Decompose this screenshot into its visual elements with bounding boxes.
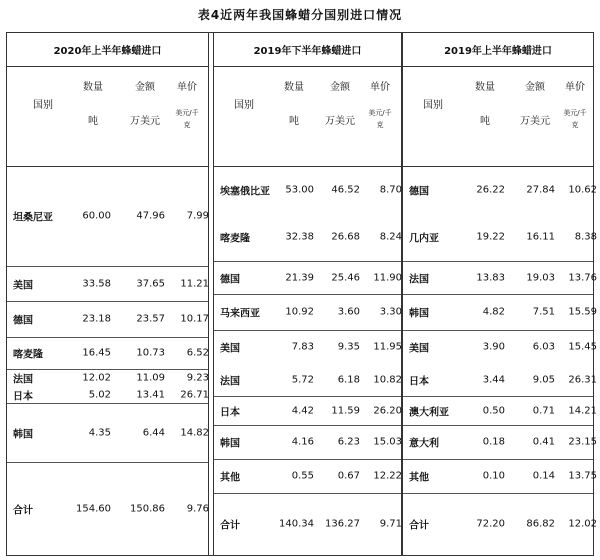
- cell-price: 8.38: [574, 231, 597, 243]
- cell-quantity: 154.60: [76, 503, 111, 514]
- cell-amount: 23.57: [136, 313, 165, 325]
- header-amount-unit: 万美元: [520, 116, 550, 127]
- cell-amount: 37.65: [136, 278, 165, 289]
- cell-price: 11.21: [180, 278, 209, 289]
- table-row: [7, 337, 208, 370]
- cell-price: 26.20: [373, 405, 402, 416]
- cell-price: 8.24: [379, 231, 402, 243]
- cell-price: 23.15: [568, 436, 597, 448]
- table-line: [7, 369, 208, 386]
- cell-country: 意大利: [409, 438, 439, 450]
- table-line: [7, 301, 208, 337]
- cell-quantity: 16.45: [82, 347, 111, 359]
- cell-quantity: 10.92: [285, 306, 314, 318]
- table-line: [214, 493, 401, 555]
- cell-country: 韩国: [220, 438, 240, 450]
- header-amount-unit: 万美元: [325, 116, 355, 127]
- cell-price: 12.22: [373, 470, 402, 482]
- cell-amount: 19.03: [526, 272, 555, 283]
- cell-country: 其他: [220, 472, 240, 484]
- cell-amount: 3.60: [337, 306, 360, 318]
- header-country: 国别: [423, 100, 443, 111]
- cell-amount: 6.03: [532, 341, 555, 352]
- cell-country: 坦桑尼亚: [13, 212, 53, 224]
- cell-amount: 136.27: [325, 518, 360, 530]
- table-line: [403, 363, 597, 396]
- cell-price: 10.62: [568, 184, 597, 196]
- cell-quantity: 3.44: [482, 374, 505, 385]
- cell-quantity: 21.39: [285, 272, 314, 283]
- panel-2019-h2: [213, 33, 402, 555]
- cell-amount: 9.05: [532, 374, 555, 385]
- cell-amount: 16.11: [526, 231, 555, 243]
- table-row: [403, 493, 597, 555]
- header-quantity-unit: 吨: [289, 116, 299, 127]
- table-line: [403, 396, 597, 425]
- table-row: [214, 330, 401, 397]
- cell-price: 15.45: [568, 341, 597, 352]
- cell-amount: 0.67: [337, 470, 360, 482]
- cell-price: 14.21: [568, 405, 597, 416]
- cell-price: 14.82: [180, 427, 209, 438]
- table-row: [214, 459, 401, 494]
- table-row: [214, 261, 401, 295]
- table-line: [7, 386, 208, 403]
- cell-quantity: 4.42: [291, 405, 314, 416]
- table-row: [403, 459, 597, 494]
- header-price: 单价: [370, 82, 390, 93]
- header-quantity: 数量: [83, 82, 103, 93]
- cell-amount: 0.41: [532, 436, 555, 448]
- panel-title: 2019年上半年蜂蜡进口: [403, 33, 593, 67]
- cell-price: 15.59: [568, 306, 597, 318]
- table-body: [403, 166, 597, 555]
- table-line: [214, 261, 401, 294]
- cell-quantity: 5.72: [291, 374, 314, 385]
- cell-quantity: 0.50: [482, 405, 505, 416]
- cell-country: 合计: [409, 520, 429, 532]
- table-line: [214, 425, 401, 459]
- cell-quantity: 4.82: [482, 306, 505, 318]
- cell-amount: 0.14: [532, 470, 555, 482]
- cell-amount: 25.46: [331, 272, 360, 283]
- table-body: [7, 166, 208, 555]
- cell-price: 10.17: [180, 313, 209, 325]
- table-row: [214, 396, 401, 426]
- header-price-unit-2: 克: [183, 121, 191, 129]
- cell-quantity: 13.83: [476, 272, 505, 283]
- table-row: [214, 166, 401, 262]
- cell-country: 法国: [13, 374, 33, 385]
- cell-country: 埃塞俄比亚: [220, 186, 270, 198]
- cell-amount: 6.23: [337, 436, 360, 448]
- cell-quantity: 72.20: [476, 518, 505, 530]
- cell-quantity: 19.22: [476, 231, 505, 243]
- cell-price: 9.71: [379, 518, 402, 530]
- panel-2019-h1: [402, 33, 597, 555]
- cell-price: 15.03: [373, 436, 402, 448]
- header-price-unit-2: 克: [376, 121, 384, 129]
- cell-country: 合计: [13, 505, 33, 516]
- cell-amount: 7.51: [532, 306, 555, 318]
- cell-country: 美国: [13, 280, 33, 291]
- column-header: [7, 66, 208, 167]
- cell-quantity: 0.55: [291, 470, 314, 482]
- table-row: [403, 166, 597, 262]
- cell-price: 13.75: [568, 470, 597, 482]
- cell-price: 26.71: [180, 389, 209, 400]
- cell-price: 10.82: [373, 374, 402, 385]
- cell-amount: 150.86: [130, 503, 165, 514]
- cell-country: 德国: [409, 186, 429, 198]
- cell-price: 13.76: [568, 272, 597, 283]
- column-header: [403, 66, 593, 167]
- header-quantity-unit: 吨: [88, 116, 98, 127]
- panel-title: 2020年上半年蜂蜡进口: [7, 33, 208, 67]
- cell-quantity: 0.10: [482, 470, 505, 482]
- cell-country: 法国: [409, 274, 429, 285]
- cell-quantity: 4.35: [88, 427, 111, 438]
- cell-amount: 9.35: [337, 341, 360, 352]
- panel-title: 2019年下半年蜂蜡进口: [214, 33, 401, 67]
- cell-country: 德国: [220, 274, 240, 285]
- header-quantity: 数量: [475, 82, 495, 93]
- cell-amount: 13.41: [136, 389, 165, 400]
- table-row: [7, 301, 208, 338]
- cell-country: 合计: [220, 520, 240, 532]
- header-price-unit-1: 美元/千: [563, 109, 587, 117]
- table-row: [403, 396, 597, 426]
- cell-quantity: 32.38: [285, 231, 314, 243]
- cell-amount: 11.59: [331, 405, 360, 416]
- header-country: 国别: [234, 100, 254, 111]
- table-row: [403, 261, 597, 295]
- table-line: [403, 459, 597, 493]
- header-quantity: 数量: [284, 82, 304, 93]
- cell-price: 9.23: [186, 372, 209, 383]
- cell-country: 韩国: [409, 308, 429, 320]
- table-row: [403, 425, 597, 460]
- header-amount-unit: 万美元: [130, 116, 160, 127]
- table-line: [7, 166, 208, 266]
- table-line: [214, 396, 401, 425]
- cell-country: 法国: [220, 376, 240, 387]
- table-line: [214, 330, 401, 363]
- table-row: [7, 403, 208, 463]
- cell-country: 澳大利亚: [409, 407, 449, 418]
- cell-price: 6.52: [186, 347, 209, 359]
- table-title: 表4近两年我国蜂蜡分国别进口情况: [197, 8, 403, 22]
- cell-country: 日本: [220, 407, 240, 418]
- cell-country: 喀麦隆: [220, 233, 250, 245]
- header-amount: 金额: [330, 82, 350, 93]
- cell-quantity: 5.02: [88, 389, 111, 400]
- table-line: [403, 261, 597, 294]
- tables-container: [6, 32, 597, 556]
- cell-amount: 11.09: [136, 372, 165, 383]
- cell-country: 喀麦隆: [13, 349, 43, 361]
- header-price: 单价: [177, 82, 197, 93]
- cell-country: 日本: [409, 376, 429, 387]
- table-row: [403, 330, 597, 397]
- cell-country: 其他: [409, 472, 429, 484]
- table-row: [214, 493, 401, 555]
- cell-amount: 6.44: [142, 427, 165, 438]
- table-row: [403, 294, 597, 331]
- cell-quantity: 4.16: [291, 436, 314, 448]
- header-amount: 金额: [135, 82, 155, 93]
- cell-quantity: 60.00: [82, 210, 111, 222]
- cell-country: 美国: [409, 343, 429, 354]
- table-line: [403, 493, 597, 555]
- table-row: [214, 425, 401, 460]
- cell-amount: 26.68: [331, 231, 360, 243]
- cell-amount: 47.96: [136, 210, 165, 222]
- table-line: [403, 166, 597, 214]
- cell-price: 7.99: [186, 210, 209, 222]
- cell-quantity: 23.18: [82, 313, 111, 325]
- table-row: [7, 462, 208, 555]
- header-price-unit-1: 美元/千: [368, 109, 392, 117]
- table-row: [214, 294, 401, 331]
- cell-country: 韩国: [13, 429, 33, 440]
- cell-quantity: 7.83: [291, 341, 314, 352]
- cell-quantity: 53.00: [285, 184, 314, 196]
- cell-quantity: 0.18: [482, 436, 505, 448]
- cell-quantity: 26.22: [476, 184, 505, 196]
- cell-amount: 27.84: [526, 184, 555, 196]
- cell-price: 3.30: [379, 306, 402, 318]
- table-line: [214, 459, 401, 493]
- table-line: [7, 266, 208, 301]
- cell-amount: 10.73: [136, 347, 165, 359]
- table-row: [7, 369, 208, 404]
- cell-price: 9.76: [186, 503, 209, 514]
- column-header: [214, 66, 401, 167]
- panel-2020-h1: [6, 33, 209, 555]
- header-quantity-unit: 吨: [480, 116, 490, 127]
- header-amount: 金额: [525, 82, 545, 93]
- table-row: [7, 166, 208, 267]
- header-price-unit-1: 美元/千: [175, 109, 199, 117]
- table-line: [403, 330, 597, 363]
- table-line: [7, 337, 208, 369]
- cell-amount: 0.71: [532, 405, 555, 416]
- cell-amount: 6.18: [337, 374, 360, 385]
- header-price-unit-2: 克: [571, 121, 579, 129]
- header-country: 国别: [33, 100, 53, 111]
- cell-price: 11.95: [373, 341, 402, 352]
- cell-country: 日本: [13, 391, 33, 402]
- cell-price: 26.31: [568, 374, 597, 385]
- header-price: 单价: [565, 82, 585, 93]
- cell-country: 美国: [220, 343, 240, 354]
- cell-amount: 46.52: [331, 184, 360, 196]
- table-line: [403, 214, 597, 262]
- cell-country: 德国: [13, 315, 33, 327]
- table-line: [214, 363, 401, 396]
- table-line: [403, 294, 597, 330]
- table-row: [7, 266, 208, 302]
- cell-quantity: 140.34: [279, 518, 314, 530]
- table-line: [403, 425, 597, 459]
- cell-amount: 86.82: [526, 518, 555, 530]
- cell-price: 12.02: [568, 518, 597, 530]
- cell-price: 11.90: [373, 272, 402, 283]
- table-line: [7, 403, 208, 462]
- table-body: [214, 166, 401, 555]
- cell-price: 8.70: [379, 184, 402, 196]
- cell-quantity: 3.90: [482, 341, 505, 352]
- cell-quantity: 12.02: [82, 372, 111, 383]
- table-line: [214, 214, 401, 262]
- cell-quantity: 33.58: [82, 278, 111, 289]
- table-line: [214, 294, 401, 330]
- table-line: [7, 462, 208, 555]
- cell-country: 几内亚: [409, 233, 439, 245]
- table-line: [214, 166, 401, 214]
- cell-country: 马来西亚: [220, 308, 260, 320]
